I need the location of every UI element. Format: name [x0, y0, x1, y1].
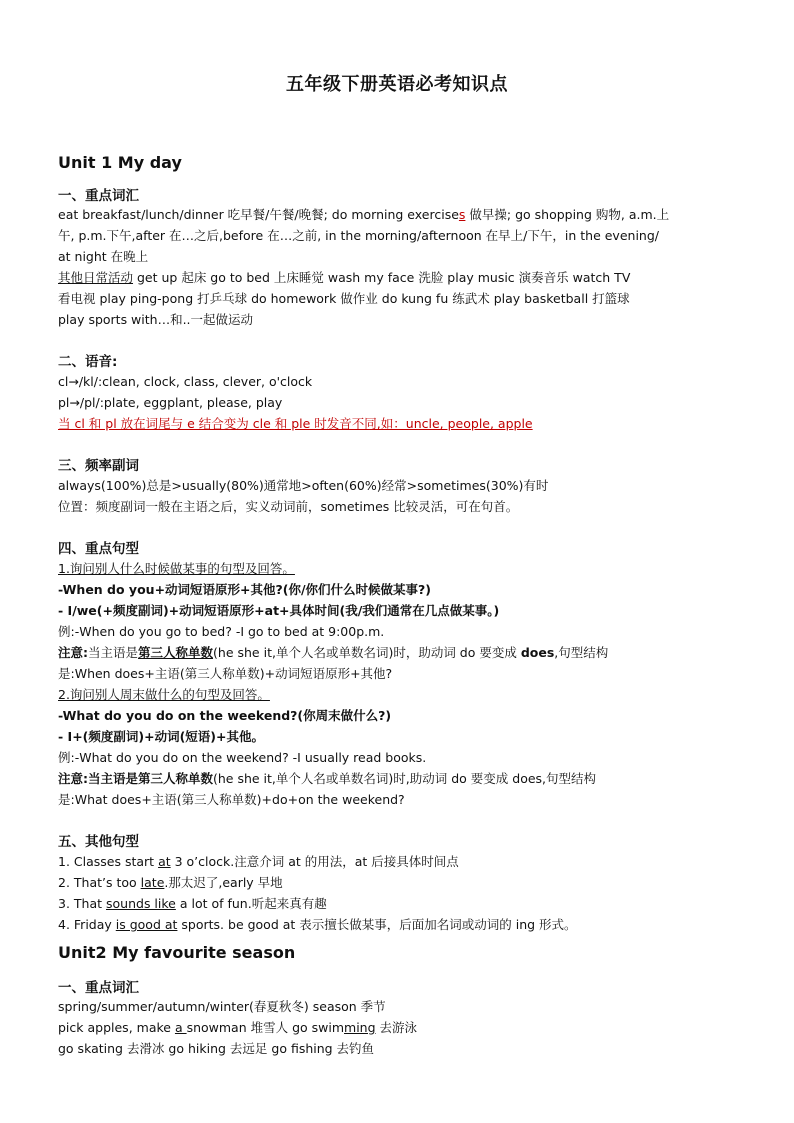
vocab-line: at night 在晚上: [58, 249, 149, 264]
vocab-line: 看电视 play ping-pong 打乒乓球 do homework 做作业 do kung fu 练武术 play basketball 打篮球: [58, 291, 630, 306]
sentence-line: 例:-When do you go to bed? -I go to bed at 9:00p.m.: [58, 624, 385, 639]
unit2-heading: Unit2 My favourite season: [58, 943, 296, 962]
unit1-adverbs-heading: 三、频率副词: [58, 458, 139, 474]
vocab-line: play sports with…和..一起做运动: [58, 312, 254, 327]
adverbs-line: 位置：频度副词一般在主语之后，实义动词前，sometimes 比较灵活，可在句首。: [58, 499, 519, 514]
sentence-line: 是:When does+主语(第三人称单数)+动词短语原形+其他?: [58, 666, 393, 681]
phonics-line: pl→/pl/:plate, eggplant, please, play: [58, 395, 283, 410]
sentence-line: 是:What does+主语(第三人称单数)+do+on the weekend?: [58, 792, 405, 807]
sentence-line: - I+(频度副词)+动词(短语)+其他。: [58, 729, 264, 744]
vocab-line: spring/summer/autumn/winter(春夏秋冬) season 季节: [58, 999, 386, 1014]
vocab-line: go skating 去滑冰 go hiking 去远足 go fishing 去钓鱼: [58, 1041, 375, 1056]
page-title: 五年级下册英语必考知识点: [286, 74, 508, 95]
vocab-line: eat breakfast/lunch/dinner 吃早餐/午餐/晚餐; do morning exercises 做早操; go shopping 购物, a.m.上: [58, 207, 670, 222]
other-line: 1. Classes start at 3 o’clock.注意介词 at 的用法，at 后接具体时间点: [58, 854, 459, 869]
other-line: 4. Friday is good at sports. be good at 表示擅长做某事，后面加名词或动词的 ing 形式。: [58, 917, 577, 932]
other-line: 2. That’s too late.那太迟了,early 早地: [58, 875, 283, 890]
sentence-line: -When do you+动词短语原形+其他?(你/你们什么时候做某事?): [58, 582, 432, 597]
unit2-vocab-heading: 一、重点词汇: [58, 980, 139, 996]
phonics-note: 当 cl 和 pl 放在词尾与 e 结合变为 cle 和 ple 时发音不同,如：uncle, people, apple: [58, 416, 533, 431]
sentence-line: 2.询问别人周末做什么的句型及回答。: [58, 687, 270, 702]
sentence-line: - I/we(+频度副词)+动词短语原形+at+具体时间(我/我们通常在几点做某事。): [58, 603, 500, 618]
other-line: 3. That sounds like a lot of fun.听起来真有趣: [58, 896, 327, 911]
adverbs-line: always(100%)总是>usually(80%)通常地>often(60%)经常>sometimes(30%)有时: [58, 478, 549, 493]
vocab-line: 其他日常活动 get up 起床 go to bed 上床睡觉 wash my face 洗脸 play music 演奏音乐 watch TV: [58, 270, 631, 285]
unit1-heading: Unit 1 My day: [58, 153, 182, 172]
sentence-line: 1.询问别人什么时候做某事的句型及回答。: [58, 561, 295, 576]
unit1-sentences-heading: 四、重点句型: [58, 541, 139, 557]
sentence-line: 注意:当主语是第三人称单数(he she it,单个人名或单数名词)时，助动词 do 要变成 does,句型结构: [58, 645, 609, 660]
unit1-other-heading: 五、其他句型: [58, 834, 139, 850]
sentence-line: 例:-What do you do on the weekend? -I usually read books.: [58, 750, 427, 765]
phonics-line: cl→/kl/:clean, clock, class, clever, o'clock: [58, 374, 313, 389]
sentence-line: 注意:当主语是第三人称单数(he she it,单个人名或单数名词)时,助动词 do 要变成 does,句型结构: [58, 771, 597, 786]
sentence-line: -What do you do on the weekend?(你周末做什么?): [58, 708, 392, 723]
unit1-vocab-heading: 一、重点词汇: [58, 188, 139, 204]
vocab-line: pick apples, make a snowman 堆雪人 go swimming 去游泳: [58, 1020, 418, 1035]
unit1-phonics-heading: 二、语音:: [58, 354, 118, 370]
vocab-line: 午, p.m.下午,after 在…之后,before 在…之前, in the morning/afternoon 在早上/下午，in the evening/: [58, 228, 659, 243]
